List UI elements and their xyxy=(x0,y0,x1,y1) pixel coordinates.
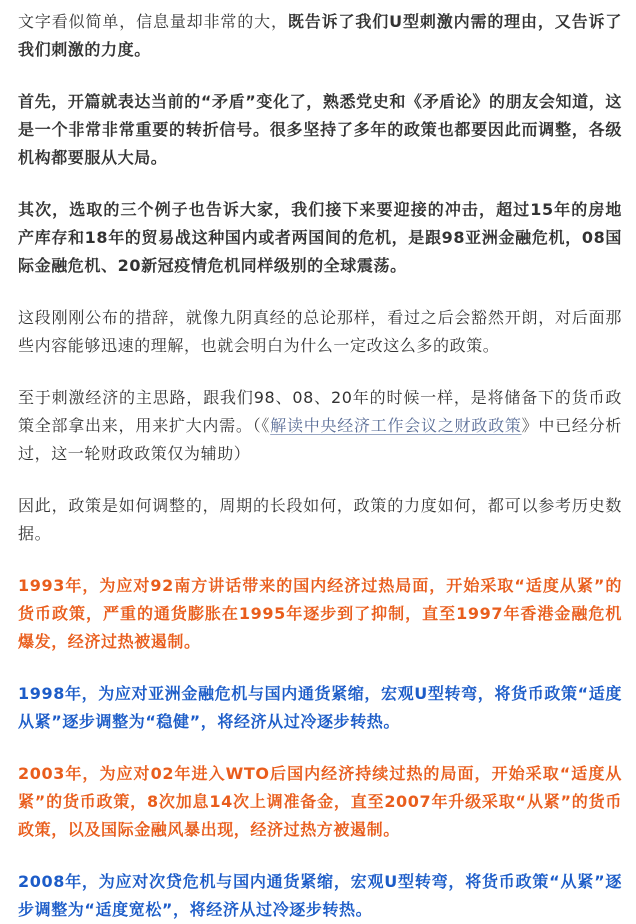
history-1998: 1998年，为应对亚洲金融危机与国内通货紧缩，宏观U型转弯，将货币政策“适度从紧”逐步调整为“稳健”，将经济从过冷逐步转热。 xyxy=(18,684,622,731)
paragraph-second-point: 其次，选取的三个例子也告诉大家，我们接下来要迎接的冲击，超过15年的房地产库存和18年的贸易战这种国内或者两国间的危机，是跟98亚洲金融危机，08国际金融危机、20新冠疫情危机同样级别的全球震荡。 xyxy=(18,200,622,275)
paragraph-summary: 这段刚刚公布的措辞，就像九阴真经的总论那样，看过之后会豁然开朗，对后面那些内容能够迅速的理解，也就会明白为什么一定改这么多的政策。 xyxy=(18,308,622,355)
paragraph-historical-data: 因此，政策是如何调整的，周期的长段如何，政策的力度如何，都可以参考历史数据。 xyxy=(18,496,622,543)
history-1993: 1993年，为应对92南方讲话带来的国内经济过热局面，开始采取“适度从紧”的货币政策，严重的通货膨胀在1995年逐步到了抑制，直至1997年香港金融危机爆发，经济过热被遏制。 xyxy=(18,576,622,651)
main-idea-text: 至于刺激经济的主思路，跟我们98、08、20年的时候一样，是将储备下的货币政策全部拿出来，用来扩大内需。 xyxy=(18,388,622,435)
history-2008: 2008年，为应对次贷危机与国内通货紧缩，宏观U型转弯，将货币政策“从紧”逐步调整为“适度宽松”，将经济从过冷逐步转热。 xyxy=(18,872,622,919)
reference-close: 》中已经分析过，这一轮财政政策仅为辅助） xyxy=(18,416,622,463)
history-2003: 2003年，为应对02年进入WTO后国内经济持续过热的局面，开始采取“适度从紧”的货币政策，8次加息14次上调准备金，直至2007年升级采取“从紧”的货币政策，以及国际金融风暴出现，经济过热方被遏制。 xyxy=(18,764,622,839)
paragraph-intro xyxy=(18,8,622,64)
paragraph-main-idea xyxy=(18,384,622,468)
intro-bold-text: 既告诉了我们U型刺激内需的理由，又告诉了我们刺激的力度。 xyxy=(18,12,622,59)
reference-open: （《 xyxy=(252,416,271,435)
fiscal-policy-article-link[interactable]: 解读中央经济工作会议之财政政策 xyxy=(270,416,522,435)
intro-text: 文字看似简单，信息量却非常的大， xyxy=(18,12,288,31)
paragraph-first-point: 首先，开篇就表达当前的“矛盾”变化了，熟悉党史和《矛盾论》的朋友会知道，这是一个非常非常重要的转折信号。很多坚持了多年的政策也都要因此而调整，各级机构都要服从大局。 xyxy=(18,92,622,167)
